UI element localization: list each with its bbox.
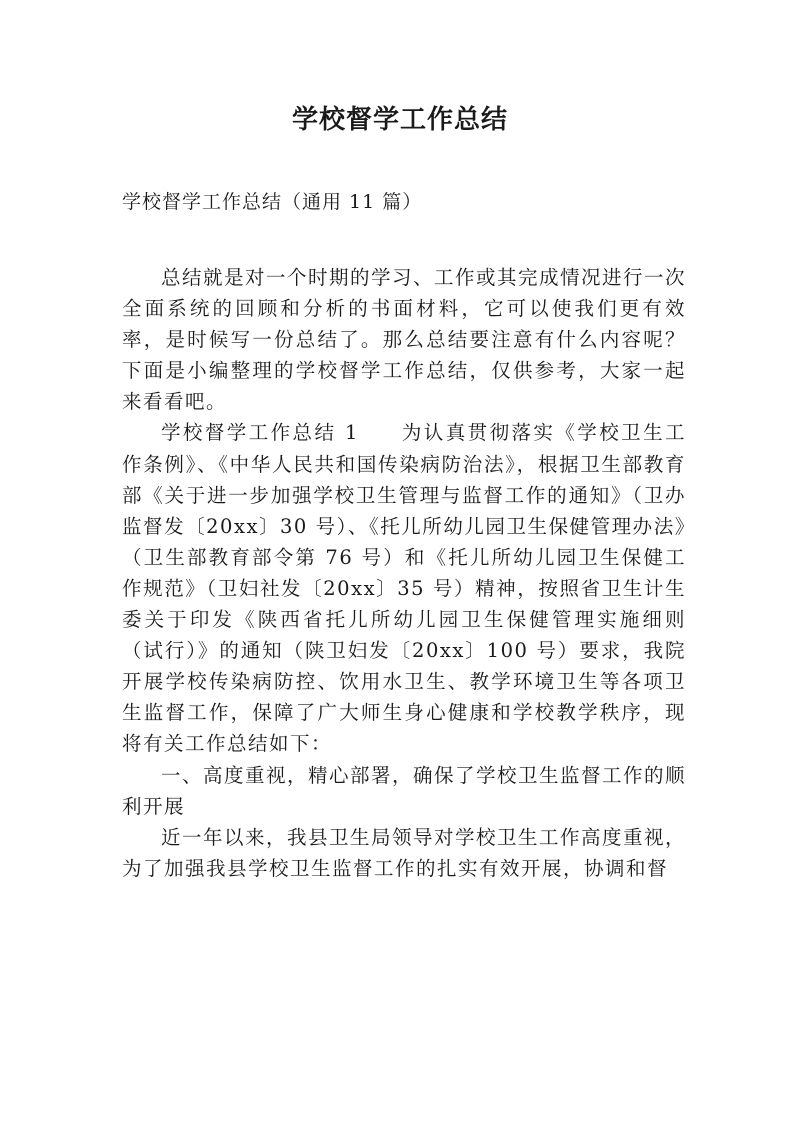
document-title: 学校督学工作总结: [291, 105, 508, 135]
section-1-paragraph: [122, 417, 686, 759]
section-1-text: 为认真贯彻落实《学校卫生工作条例》、《中华人民共和国传染病防治法》，根据卫生部教育部《关于进一步加强学校卫生管理与监督工作的通知》（卫办监督发〔20xx〕30 号）、《托儿所幼儿园卫生保健管理办法》（卫生部教育部令第 76 号）和《托儿所幼儿园卫生保健工作规范》（卫妇社发〔20xx〕35 号）精神，按照省卫生计生委关于印发《陕西省托儿所幼儿园卫生保健管理实施细则（试行）》的通知（陕卫妇发〔20xx〕100 号）要求，我院开展学校传染病防控、饮用水卫生、教学环境卫生等各项卫生监督工作，保障了广大师生身心健康和学校教学秩序，现将有关工作总结如下：: [122, 421, 686, 756]
point-1-heading: 一、高度重视，精心部署，确保了学校卫生监督工作的顺利开展: [122, 763, 687, 818]
document-subtitle: 学校督学工作总结（通用 11 篇）: [122, 191, 423, 213]
point-1-paragraph: 近一年以来，我县卫生局领导对学校卫生工作高度重视，为了加强我县学校卫生监督工作的扎实有效开展，协调和督: [122, 825, 687, 880]
section-1-heading: 学校督学工作总结 1: [161, 421, 359, 445]
document-body: [122, 262, 686, 884]
intro-paragraph: 总结就是对一个时期的学习、工作或其完成情况进行一次全面系统的回顾和分析的书面材料，它可以使我们更有效率，是时候写一份总结了。那么总结要注意有什么内容呢？下面是小编整理的学校督学工作总结，仅供参考，大家一起来看看吧。: [122, 266, 687, 414]
